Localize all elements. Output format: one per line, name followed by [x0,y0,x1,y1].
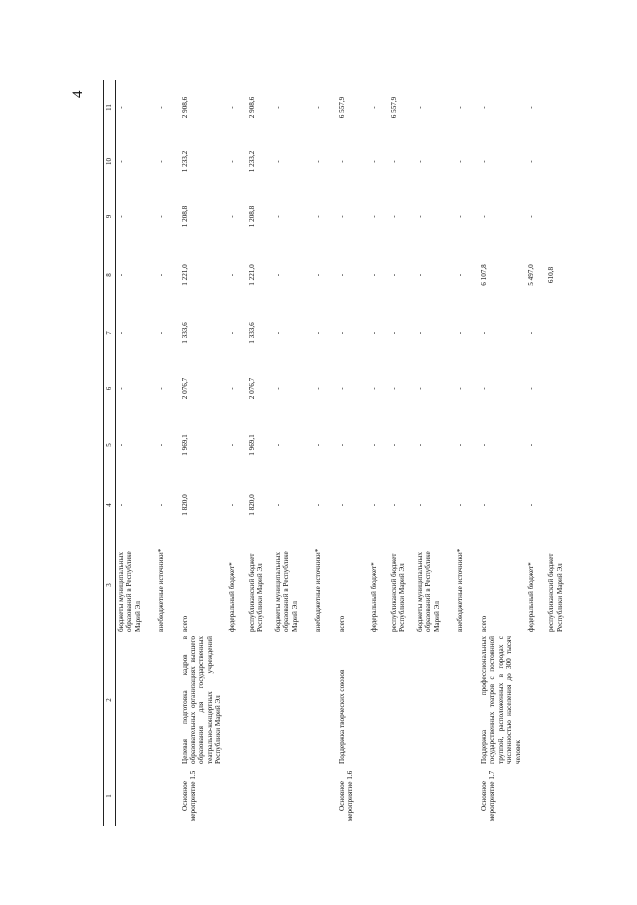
value-cell: - [389,443,398,447]
value-cell [546,135,572,188]
value-cell: - [455,387,464,390]
value-cell: - [479,443,488,447]
value-cell: - [117,160,125,163]
col-header: 8 [104,245,116,305]
value-cell: - [156,503,165,507]
value-cell: - [313,387,322,390]
col-header: 4 [104,474,116,536]
value-cell [546,80,572,135]
value-cell: 1 969,1 [180,434,189,456]
value-cell: - [156,331,165,335]
value-cell: - [415,160,424,163]
value-cell: - [415,503,424,507]
event-id-cell: Основное мероприятие 1.5 [180,770,197,822]
value-cell: - [369,443,378,447]
event-name-cell: Поддержка творческих союзов [337,669,346,764]
value-cell: - [337,387,346,390]
value-cell: - [455,443,464,447]
value-cell: 5 497,0 [527,264,536,286]
event-name-cell [313,634,335,766]
value-cell: - [227,331,236,335]
value-cell: - [415,387,424,390]
col-header: 10 [104,135,116,188]
event-name-cell [546,634,572,766]
value-cell: - [337,443,346,447]
value-cell: - [313,443,322,447]
event-name-cell [227,634,247,766]
value-cell: - [369,106,378,109]
value-cell: 1 233,2 [180,150,189,173]
col-header: 1 [104,766,116,826]
event-id-cell [389,766,415,826]
value-cell: - [273,503,282,507]
table-row [156,80,178,826]
value-cell: - [117,331,125,335]
value-cell: - [117,215,125,218]
value-cell: 2 908,6 [180,96,189,119]
value-cell: - [337,503,346,507]
value-cell: - [455,215,464,218]
value-cell: - [369,215,378,218]
value-cell: - [479,331,488,335]
value-cell: 1 333,6 [180,322,189,344]
table-row [178,80,227,826]
event-name-cell [247,634,273,766]
value-cell: - [117,387,125,390]
col-header: 6 [104,361,116,416]
table-row [526,80,546,826]
value-cell: - [273,215,282,218]
funding-source-cell: всего [180,615,189,632]
funding-source-cell: федеральный бюджет* [527,562,536,632]
event-name-cell [415,634,455,766]
col-header: 3 [104,536,116,634]
value-cell: - [415,215,424,218]
value-cell: - [389,331,398,335]
value-cell: - [227,273,236,277]
value-cell: - [455,503,464,507]
value-cell: - [273,106,282,109]
funding-source-cell: внебюджетные источники* [455,548,464,632]
value-cell: - [369,331,378,335]
col-header: 7 [104,305,116,361]
value-cell: - [389,160,398,163]
table-row [546,80,572,826]
event-id-cell [526,766,546,826]
funding-source-cell: республиканский бюджет Республики Марий Эл [547,553,564,632]
event-name-cell [526,634,546,766]
event-id-cell [369,766,389,826]
table-row [273,80,313,826]
table-row [415,80,455,826]
value-cell: - [389,215,398,218]
header-row [104,80,116,826]
value-cell: - [527,387,536,390]
value-cell [546,474,572,536]
value-cell: - [389,387,398,390]
value-cell [546,361,572,416]
event-name-cell [273,634,313,766]
value-cell: - [313,160,322,163]
value-cell [546,305,572,361]
rotated-table-container [103,80,564,826]
event-name-cell [389,634,415,766]
value-cell: 2 076,7 [247,377,256,400]
value-cell: - [369,503,378,507]
event-id-cell [455,766,477,826]
event-name-cell [116,634,156,766]
value-cell: - [415,106,424,109]
funding-source-cell: федеральный бюджет* [369,562,378,632]
funding-source-cell: бюджеты муниципальных образований в Республике Марий Эл [415,551,441,632]
value-cell [546,188,572,245]
value-cell: - [227,503,236,507]
value-cell: - [527,503,536,507]
value-cell: - [369,160,378,163]
value-cell: - [527,215,536,218]
value-cell: - [156,387,165,390]
event-id-cell [156,766,178,826]
value-cell: - [415,443,424,447]
value-cell: - [156,443,165,447]
value-cell: - [479,160,488,163]
value-cell: - [337,273,346,277]
table-row [247,80,273,826]
col-header: 2 [104,634,116,766]
value-cell: - [227,215,236,218]
value-cell: - [313,106,322,109]
event-id-cell: Основное мероприятие 1.6 [337,770,355,822]
event-id-cell [116,766,156,826]
value-cell: - [455,331,464,335]
funding-source-cell: внебюджетные источники* [156,548,165,632]
value-cell: - [415,273,424,277]
value-cell: - [273,160,282,163]
value-cell [546,416,572,474]
value-cell: - [313,503,322,507]
table-row [335,80,369,826]
event-name-cell: Поддержка профессиональных государственных театров с постоянной труппой, расположенных в городах с численностью населения до 300 тысяч человек [479,636,522,764]
value-cell: - [313,273,322,277]
value-cell: - [527,106,536,109]
value-cell: - [389,273,398,277]
table-row [313,80,335,826]
value-cell: 1 208,8 [180,205,189,228]
value-cell: 1 969,1 [247,434,256,456]
value-cell: 6 557,9 [337,96,346,119]
value-cell: - [479,215,488,218]
funding-source-cell: республиканский бюджет Республики Марий Эл [389,553,407,632]
funding-source-cell: республиканский бюджет Республики Марий Эл [247,553,265,632]
event-id-cell: Основное мероприятие 1.7 [479,770,497,822]
page-number: 4 [70,90,86,98]
event-id-cell [227,766,247,826]
value-cell: - [455,106,464,109]
value-cell: 1 221,0 [247,264,256,286]
value-cell: - [313,331,322,335]
value-cell: 1 820,0 [180,494,189,516]
value-cell: 2 908,6 [247,96,256,119]
event-id-cell [313,766,335,826]
value-cell: - [273,443,282,447]
value-cell: - [227,387,236,390]
value-cell: - [273,331,282,335]
value-cell: 1 820,0 [247,494,256,516]
value-cell: - [117,503,125,507]
value-cell: - [455,160,464,163]
value-cell: - [369,273,378,277]
event-name-cell [369,634,389,766]
event-id-cell [415,766,455,826]
value-cell: 6 107,8 [479,264,488,286]
value-cell: 1 221,0 [180,264,189,286]
value-cell: 1 333,6 [247,322,256,344]
value-cell: - [337,215,346,218]
value-cell: - [156,160,165,163]
value-cell: - [117,443,125,447]
value-cell: - [479,387,488,390]
event-name-cell [156,634,178,766]
value-cell: - [479,503,488,507]
value-cell: - [369,387,378,390]
event-name-cell: Целевая подготовка кадров в образовательных организациях высшего образования для государственных театрально-концертных учреждений Республики Марий Эл [180,636,223,764]
value-cell: - [227,160,236,163]
event-id-cell [247,766,273,826]
value-cell: - [527,443,536,447]
value-cell: - [527,331,536,335]
value-cell: - [117,273,125,277]
table-row [227,80,247,826]
funding-source-cell: всего [337,615,346,632]
col-header: 5 [104,416,116,474]
budget-table [103,80,572,826]
value-cell: 2 076,7 [180,377,189,400]
value-cell: - [227,106,236,109]
value-cell: 6 557,9 [389,96,398,119]
value-cell: 1 208,8 [247,205,256,228]
value-cell: - [415,331,424,335]
value-cell: - [227,443,236,447]
value-cell: - [156,215,165,218]
funding-source-cell: бюджеты муниципальных образований в Республике Марий Эл [117,551,142,632]
value-cell: - [527,160,536,163]
table-row [369,80,389,826]
value-cell: - [273,273,282,277]
value-cell: - [337,160,346,163]
value-cell: - [156,106,165,109]
funding-source-cell: бюджеты муниципальных образований в Республике Марий Эл [273,551,299,632]
funding-source-cell: федеральный бюджет* [227,562,236,632]
value-cell: 610,8 [547,266,556,284]
table-row [477,80,526,826]
value-cell: 1 233,2 [247,150,256,173]
value-cell: - [156,273,165,277]
value-cell: - [337,331,346,335]
table-row [116,80,156,826]
event-id-cell [273,766,313,826]
funding-source-cell: всего [479,615,488,632]
value-cell: - [455,273,464,277]
value-cell: - [479,106,488,109]
value-cell: - [313,215,322,218]
table-row [389,80,415,826]
value-cell: - [389,503,398,507]
event-name-cell [455,634,477,766]
event-id-cell [546,766,572,826]
table-row [455,80,477,826]
value-cell: - [117,106,125,109]
col-header: 11 [104,80,116,135]
funding-source-cell: внебюджетные источники* [313,548,322,632]
col-header: 9 [104,188,116,245]
value-cell: - [273,387,282,390]
